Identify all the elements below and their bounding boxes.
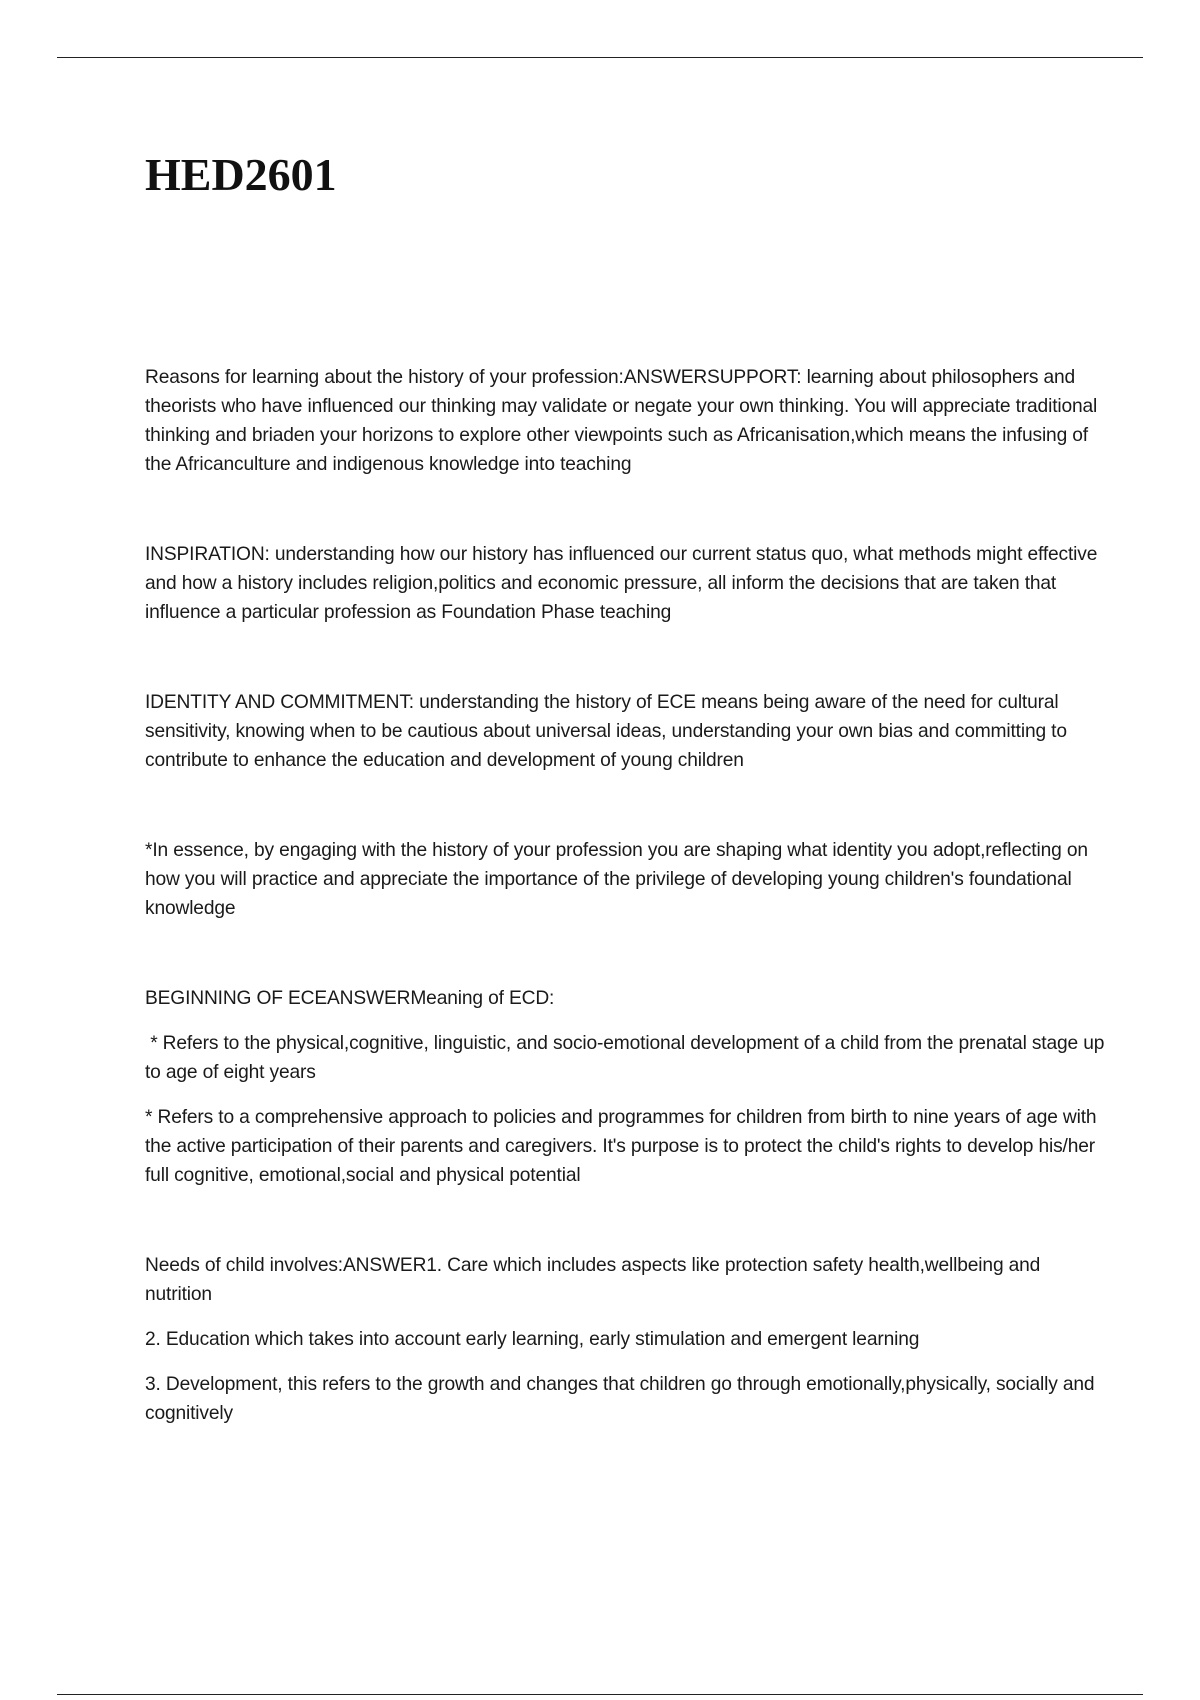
document-body: [145, 363, 1110, 1428]
header-divider: [57, 57, 1143, 58]
footer-divider: [57, 1694, 1143, 1695]
paragraph-reasons: Reasons for learning about the history of your profession:ANSWERSUPPORT: learning about philosophers and theorists who have influenced our thinking may validate or negate your own thinking. You will appreciate traditional thinking and briaden your horizons to explore other viewpoints such as Africanisation,which means the infusing of the Africanculture and indigenous knowledge into teaching: [145, 367, 1098, 475]
paragraph-identity-commitment: IDENTITY AND COMMITMENT: understanding the history of ECE means being aware of the need for cultural sensitivity, knowing when to be cautious about universal ideas, understanding your own bias and committing to contribute to enhance the education and development of young children: [145, 692, 1067, 771]
paragraph-beginning-of-ece: BEGINNING OF ECEANSWERMeaning of ECD:: [145, 988, 555, 1009]
paragraph-inspiration: INSPIRATION: understanding how our history has influenced our current status quo, what methods might effective and how a history includes religion,politics and economic pressure, all inform the decisions that are taken that influence a particular profession as Foundation Phase teaching: [145, 544, 1098, 623]
paragraph-ecd-definition-2: * Refers to a comprehensive approach to policies and programmes for children from birth to nine years of age with the active participation of their parents and caregivers. It's purpose is to protect the child's rights to develop his/her full cognitive, emotional,social and physical potential: [145, 1107, 1097, 1186]
paragraph-ecd-definition-1: * Refers to the physical,cognitive, linguistic, and socio-emotional development of a child from the prenatal stage up to age of eight years: [145, 1033, 1110, 1083]
paragraph-need-development: 3. Development, this refers to the growth and changes that children go through emotionally,physically, socially and cognitively: [145, 1374, 1095, 1424]
paragraph-in-essence: *In essence, by engaging with the history of your profession you are shaping what identity you adopt,reflecting on how you will practice and appreciate the importance of the privilege of developing young children's foundational knowledge: [145, 840, 1088, 919]
paragraph-needs-of-child: Needs of child involves:ANSWER1. Care which includes aspects like protection safety health,wellbeing and nutrition: [145, 1255, 1041, 1305]
document-title: HED2601: [145, 149, 337, 200]
paragraph-need-education: 2. Education which takes into account early learning, early stimulation and emergent learning: [145, 1329, 920, 1350]
